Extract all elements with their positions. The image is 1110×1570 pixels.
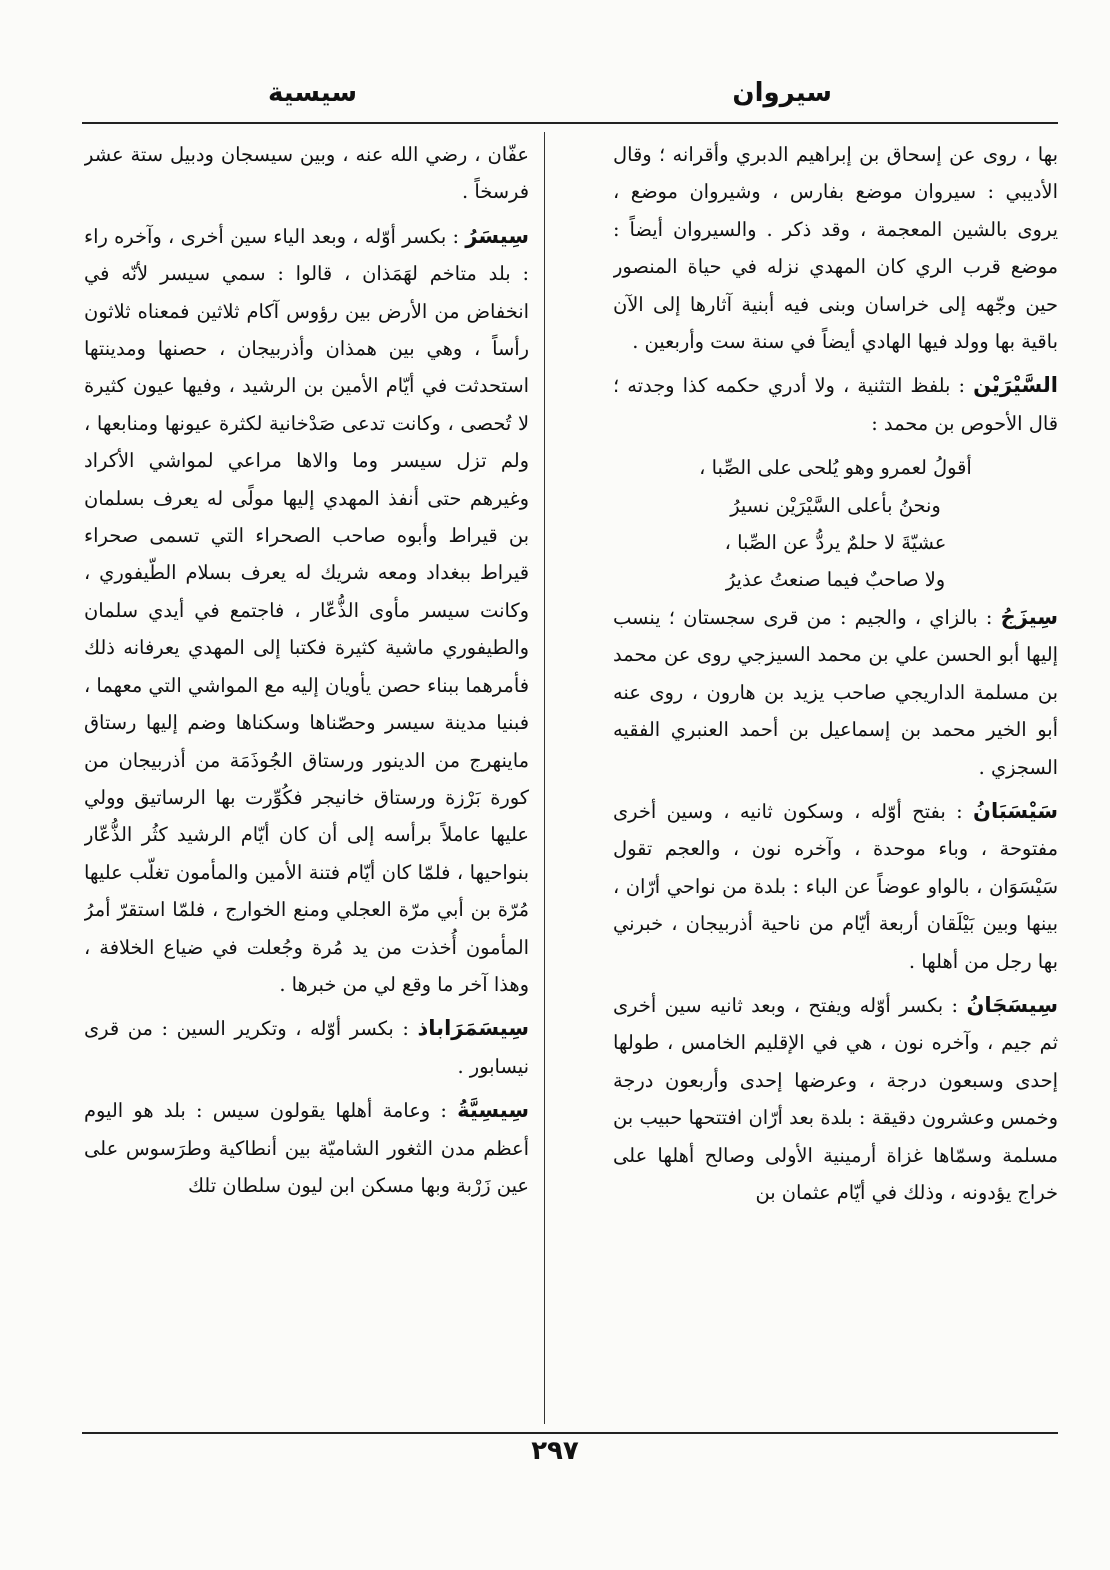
page-number: ٢٩٧ xyxy=(531,1436,579,1466)
entry-sizaj xyxy=(613,599,1058,786)
running-head-left: سيسية xyxy=(268,78,358,108)
verse-line: أقولُ لعمرو وهو يُلحى على الصِّبا ، xyxy=(699,456,972,480)
entry-continuation: عفّان ، رضي الله عنه ، وبين سيسجان ودبيل ستة عشر فرسخاً . xyxy=(84,143,529,204)
entry-saysaban xyxy=(613,793,1058,980)
entry-sisar xyxy=(84,218,529,1004)
entry-headword: سَيْسَبَانُ xyxy=(973,798,1058,823)
entry-sisiyya xyxy=(84,1092,529,1204)
entry-text: : بكسر أوّله ، وبعد الياء سين أخرى ، وآخره راء : بلد متاخم لهَمَذان ، قالوا : سمي سيسر لأنّه في انخفاض من الأرض بين رؤوس آكام ثلاثين فمعناه ثلاثون رأساً ، وهي بين همذان وأذربيجان ، حصنها ومدينتها استحدثت في أيّام الأمين بن الرشيد ، وفيها عيون كثيرة لا تُحصى ، وكانت تدعى صَدْخانية لكثرة عيونها ومنابعها ، ولم تزل سيسر وما والاها مراعي لمواشي الأكراد وغيرهم حتى أنفذ المهدي إليها مولًى له يعرف بسلمان بن قيراط وأبوه صاحب الصحراء التي تسمى صحراء قيراط ببغداد ومعه شريك له يعرف بسلام الطّيفوري ، وكانت سيسر مأوى الذُّعّار ، فاجتمع في أيدي سلمان والطيفوري ماشية كثيرة فكتبا إلى المهدي يعرفانه ذلك فأمرهما ببناء حصن يأويان إليه مع المواشي التي معهما ، فبنيا مدينة سيسر وحصّناها وسكناها وضم إليها رستاق ماينهرج من الدينور ورستاق الجُوذَمَة من أذربيجان من كورة بَرْزة ورستاق خانيجر فكُوِّرت بها الرساتيق وولي عليها عاملاً برأسه إلى أن كان أيّام الرشيد كثُر الذُّعّار بنواحيها ، فلمّا كان أيّام فتنة الأمين والمأمون تغلّب عليها مُرّة بن أبي مرّة العجلي ومنع الخوارج ، فلمّا استقرّ أمرُ المأمون أُخذت من يد مُرة وجُعلت في ضياع الخلافة ، وهذا آخر ما وقع لي من خبرها . xyxy=(84,224,529,996)
entry-text: : بكسر أوّله ويفتح ، وبعد ثانيه سين أخرى ثم جيم ، وآخره نون ، هي في الإقليم الخامس ، طولها إحدى وسبعون درجة ، وعرضها إحدى وأربعون درجة وخمس وعشرون دقيقة : بلدة بعد أرّان افتتحها حبيب بن مسلمة وسمّاها غزاة أرمينية الأولى وصالح أهلها على خراج يؤدونه ، وذلك في أيّام عثمان بن xyxy=(613,993,1058,1204)
entry-sisajan xyxy=(613,987,1058,1211)
poem xyxy=(613,449,1058,599)
entry-text: : بلفظ التثنية ، ولا أدري حكمه كذا وجدته ؛ قال الأحوص بن محمد : xyxy=(613,374,1058,435)
entry-text: : وعامة أهلها يقولون سيس : بلد هو اليوم أعظم مدن الثغور الشاميّة بين أنطاكية وطرَسوس على عين زَرْبة وبها مسكن ابن ليون سلطان تلك xyxy=(84,1099,529,1197)
entry-headword: سِيزَجُ xyxy=(1000,604,1058,629)
verse-line: ولا صاحبٌ فيما صنعتُ عذيرُ xyxy=(725,568,946,592)
footer-rule xyxy=(82,1432,1058,1434)
entry-continuation: بها ، روى عن إسحاق بن إبراهيم الدبري وأقرانه ؛ وقال الأديبي : سيروان موضع بفارس ، وشيروان موضع ، يروى بالشين المعجمة ، وقد ذكر . والسيروان أيضاً : موضع قرب الري كان المهدي نزله في حياة المنصور حين وجّهه إلى خراسان وبنى فيه أبنية آثارها إلى الآن باقية بها وولد فيها الهادي أيضاً في سنة ست وأربعين . xyxy=(613,143,1058,354)
entry-text: : بالزاي ، والجيم : من قرى سجستان ؛ ينسب إليها أبو الحسن علي بن محمد السيزجي روى عن محمد بن مسلمة الداريجي صاحب يزيد بن هارون ، روى عنه أبو الخير محمد بن إسماعيل بن أحمد العنبري الفقيه السجزي . xyxy=(613,605,1058,779)
entry-headword: السَّيْرَيْن xyxy=(973,373,1058,398)
right-column xyxy=(613,136,1058,1426)
column-divider xyxy=(544,132,545,1424)
header-rule xyxy=(82,122,1058,124)
entry-headword: سِيسَرُ xyxy=(465,223,529,248)
entry-headword: سِيسَمَرَاباذ xyxy=(417,1016,529,1041)
entry-text: : بفتح أوّله ، وسكون ثانيه ، وسين أخرى مفتوحة ، وباء موحدة ، وآخره نون ، والعجم تقول سَيْسَوَان ، بالواو عوضاً عن الباء : بلدة من نواحي أرّان ، بينها وبين بَيْلَقان أربعة أيّام من ناحية أذربيجان ، خبرني بها رجل من أهلها . xyxy=(613,799,1058,973)
verse-line: عشيّةَ لا حلمٌ يردُّ عن الصِّبا ، xyxy=(724,531,947,555)
entry-headword: سِيسِيَّةُ xyxy=(457,1098,529,1123)
left-column xyxy=(84,136,529,1426)
entry-text: : بكسر أوّله ، وتكرير السين : من قرى نيسابور . xyxy=(84,1017,529,1078)
entry-headword: سِيسَجَانُ xyxy=(966,992,1058,1017)
entry-sisamarabadh xyxy=(84,1010,529,1085)
verse-line: ونحنُ بأعلى السَّيْرَيْن نسيرُ xyxy=(730,493,941,517)
entry-sayrayn xyxy=(613,367,1058,442)
running-head-right: سيروان xyxy=(732,78,832,108)
